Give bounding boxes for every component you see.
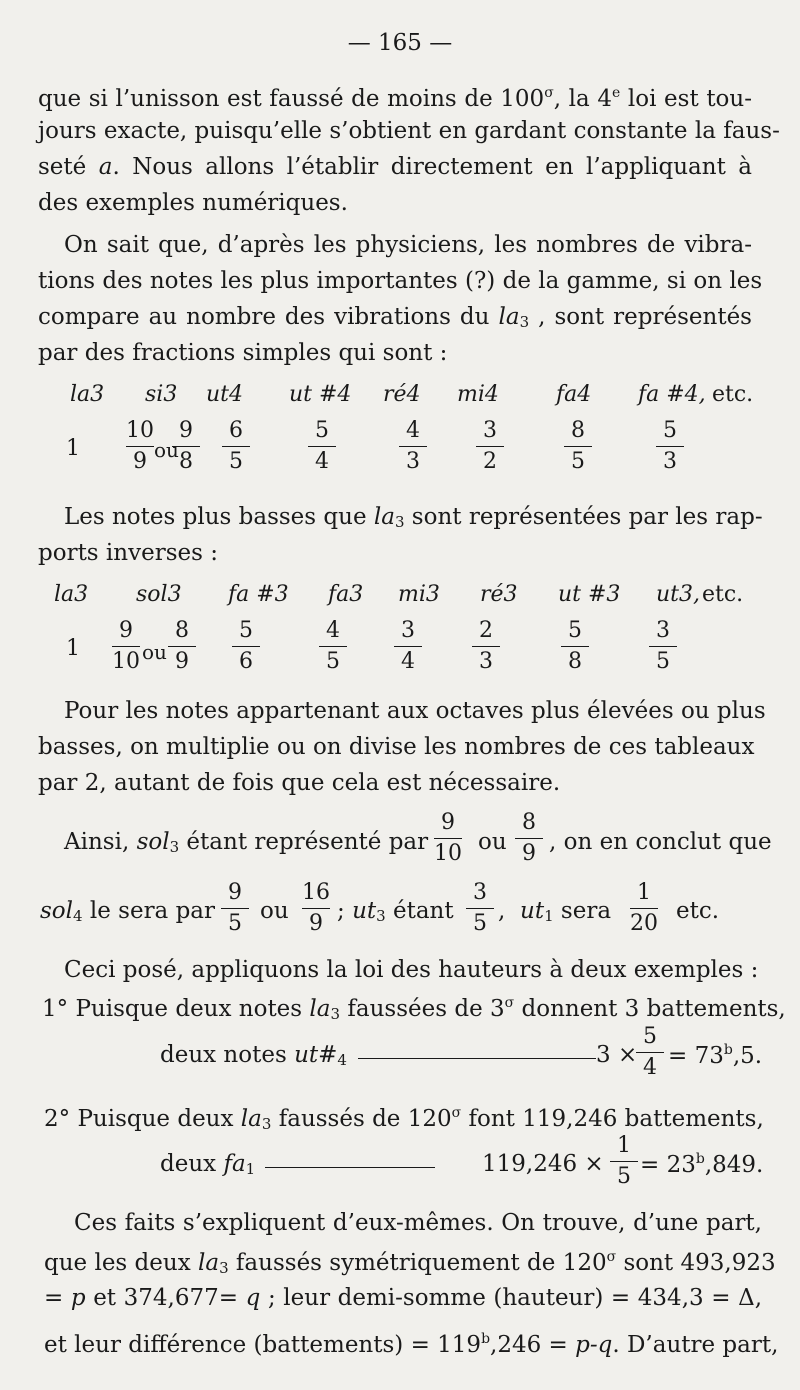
para4-line3: par 2, autant de fois que cela est nécessaire. xyxy=(38,770,561,796)
sol4-fraction: 1 20 xyxy=(630,880,658,936)
ex1-line1: 1° Puisque deux notes $la_3$ faussées de $3^\sigma$ donnent 3 battements, xyxy=(42,995,786,1023)
t1-ou: ou xyxy=(154,438,179,462)
para5-line1: Ces faits s’expliquent d’eux-mêmes. On trouve, d’une part, xyxy=(74,1210,762,1236)
t2-header-7: ut #3 xyxy=(558,582,621,607)
t2-fraction: 3 4 xyxy=(388,618,428,675)
t2-fraction: 9 10 xyxy=(112,618,140,674)
t1-header-4: ut #4 xyxy=(289,382,352,407)
t2-fraction: 3 5 xyxy=(643,618,683,675)
t1-header-3: ut4 xyxy=(206,382,244,407)
t2-fraction: 8 9 xyxy=(162,618,202,675)
ainsi-fraction: 9 10 xyxy=(434,810,462,866)
t2-fraction: 5 6 xyxy=(226,618,266,675)
t1-fraction: 8 5 xyxy=(558,418,598,475)
t1-header-5: ré4 xyxy=(383,382,421,407)
t2-header-1: la3 xyxy=(54,582,89,607)
ainsi-ou: ou xyxy=(478,829,507,855)
para1-line4: des exemples numériques. xyxy=(38,190,348,216)
t1-etc: etc. xyxy=(712,382,754,407)
t2-etc: etc. xyxy=(702,582,744,607)
t1-header-2: si3 xyxy=(145,382,178,407)
para4-line2: basses, on multiplie ou on divise les nombres de ces tableaux xyxy=(38,734,755,760)
t1-header-8: fa #4, xyxy=(638,382,706,407)
sol4-fraction: 16 9 xyxy=(302,880,330,936)
ex1-label: deux notes $ut\#_4$ xyxy=(160,1042,347,1069)
ex2-line1: 2° Puisque deux $la_3$ faussés de $120^\sigma$ font 119,246 battements, xyxy=(44,1105,764,1133)
t2-header-3: fa #3 xyxy=(228,582,289,607)
para5-line4: et leur différence (battements) = $119^b,246 = p-q$. D’autre part, xyxy=(44,1331,779,1358)
ex1-fraction: 5 4 xyxy=(630,1024,670,1081)
para2-line2: tions des notes les plus importantes (?) de la gamme, si on les xyxy=(38,268,763,294)
ainsi-conclusion: , on en conclut que xyxy=(549,829,772,855)
t2-fraction: 2 3 xyxy=(466,618,506,675)
ainsi-fraction: 8 9 xyxy=(509,810,549,867)
para5-line2: que les deux $la_3$ faussés symétriquement de $120^\sigma$ sont 493,923 xyxy=(44,1249,776,1277)
ex2-fraction: 1 5 xyxy=(604,1133,644,1190)
para1-line3: seté a. Nous allons l’établir directement en l’appliquant à xyxy=(38,154,752,180)
ex2-dash-rule xyxy=(265,1167,435,1168)
t1-fraction: 5 4 xyxy=(302,418,342,475)
para1-line1: que si l’unisson est faussé de moins de $100^\sigma$, la 4e loi est tou- xyxy=(38,85,752,112)
sol4-ut3: ; $ut_3$ étant xyxy=(337,898,454,925)
t1-fraction: 4 3 xyxy=(393,418,433,475)
t2-fraction: 4 5 xyxy=(313,618,353,675)
sol4-etc: etc. xyxy=(676,898,720,924)
t2-ou: ou xyxy=(142,640,167,664)
sol4-ou: ou xyxy=(260,898,289,924)
t1-header-7: fa4 xyxy=(556,382,592,407)
para4-line1: Pour les notes appartenant aux octaves plus élevées ou plus xyxy=(64,698,766,724)
t2-header-5: mi3 xyxy=(398,582,440,607)
sol4-text: sol$_4$ le sera par xyxy=(40,898,216,925)
t1-fraction: 10 9 xyxy=(126,418,154,474)
page-number: — 165 — xyxy=(347,30,453,56)
ex1-expr: 3 × xyxy=(596,1042,638,1068)
t2-fraction: 5 8 xyxy=(555,618,595,675)
t1-fraction: 3 2 xyxy=(470,418,510,475)
t1-fraction: 9 8 xyxy=(166,418,206,475)
t1-fraction: 5 3 xyxy=(650,418,690,475)
ainsi-text: Ainsi, sol$_3$ étant représenté par xyxy=(64,829,429,856)
t2-header-4: fa3 xyxy=(328,582,364,607)
t1-header-1: la3 xyxy=(70,382,105,407)
para2-line1: On sait que, d’après les physiciens, les nombres de vibra- xyxy=(64,232,752,258)
ceci-line: Ceci posé, appliquons la loi des hauteurs à deux exemples : xyxy=(64,957,759,983)
sol4-ut1: $ut_1$ sera xyxy=(520,898,612,925)
t2-header-8: ut3, xyxy=(656,582,700,607)
sol4-fraction: 3 5 xyxy=(460,880,500,937)
t2-header-2: sol3 xyxy=(136,582,182,607)
ex1-dash-rule xyxy=(358,1058,596,1059)
para3-line2: ports inverses : xyxy=(38,540,218,566)
t1-header-6: mi4 xyxy=(457,382,499,407)
ex1-result: = $73^b,5$. xyxy=(668,1042,763,1069)
para2-line3: compare au nombre des vibrations du $la_3$ , sont représentés xyxy=(38,304,752,331)
para5-line3: = p et 374,677= q ; leur demi-somme (hauteur) = 434,3 = Δ, xyxy=(44,1285,763,1311)
para3-line1: Les notes plus basses que $la_3$ sont représentées par les rap- xyxy=(64,504,763,531)
para2-line4: par des fractions simples qui sont : xyxy=(38,340,448,366)
ex2-expr: 119,246 × xyxy=(482,1151,604,1177)
t1-fraction: 6 5 xyxy=(216,418,256,475)
t2-one: 1 xyxy=(66,636,80,661)
t2-header-6: ré3 xyxy=(480,582,518,607)
sol4-fraction: 9 5 xyxy=(215,880,255,937)
ex2-label: deux $fa_1$ xyxy=(160,1151,256,1178)
sol4-comma: , xyxy=(498,898,506,924)
para1-line2: jours exacte, puisqu’elle s’obtient en gardant constante la faus- xyxy=(38,118,780,144)
ex2-result: = $23^b,849$. xyxy=(640,1151,764,1178)
t1-one: 1 xyxy=(66,436,80,461)
